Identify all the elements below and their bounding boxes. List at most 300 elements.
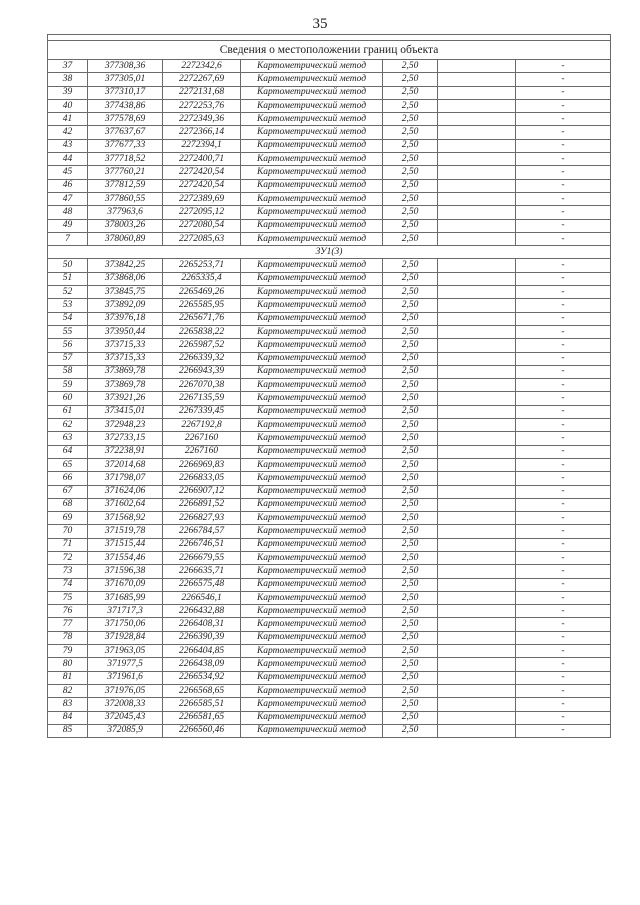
- method-cell: Картометрический метод: [241, 153, 383, 166]
- description-cell: -: [516, 60, 611, 73]
- precision-cell: 2,50: [383, 259, 438, 272]
- table-row: [48, 472, 611, 485]
- coord-y-cell: 2267192,8: [163, 419, 241, 432]
- empty-cell: [438, 365, 516, 378]
- description-cell: -: [516, 618, 611, 631]
- coord-y-cell: 2265469,26: [163, 286, 241, 299]
- table-row: [48, 232, 611, 245]
- point-number-cell: 78: [48, 631, 88, 644]
- precision-cell: 2,50: [383, 445, 438, 458]
- coord-x-cell: 371602,64: [88, 498, 163, 511]
- table-row: [48, 578, 611, 591]
- coord-y-cell: 2266438,09: [163, 658, 241, 671]
- description-cell: -: [516, 365, 611, 378]
- point-number-cell: 50: [48, 259, 88, 272]
- point-number-cell: 82: [48, 684, 88, 697]
- method-cell: Картометрический метод: [241, 498, 383, 511]
- coord-x-cell: 377963,6: [88, 206, 163, 219]
- point-number-cell: 70: [48, 525, 88, 538]
- point-number-cell: 64: [48, 445, 88, 458]
- empty-cell: [438, 618, 516, 631]
- table-row: [48, 724, 611, 737]
- precision-cell: 2,50: [383, 139, 438, 152]
- point-number-cell: 54: [48, 312, 88, 325]
- description-cell: -: [516, 339, 611, 352]
- empty-cell: [438, 551, 516, 564]
- point-number-cell: 53: [48, 299, 88, 312]
- coord-x-cell: 377677,33: [88, 139, 163, 152]
- description-cell: -: [516, 525, 611, 538]
- coord-x-cell: 371976,05: [88, 684, 163, 697]
- empty-cell: [438, 325, 516, 338]
- coord-y-cell: 2265838,22: [163, 325, 241, 338]
- method-cell: Картометрический метод: [241, 86, 383, 99]
- method-cell: Картометрический метод: [241, 658, 383, 671]
- coord-x-cell: 377438,86: [88, 99, 163, 112]
- coord-y-cell: 2272389,69: [163, 192, 241, 205]
- method-cell: Картометрический метод: [241, 445, 383, 458]
- description-cell: -: [516, 352, 611, 365]
- point-number-cell: 62: [48, 419, 88, 432]
- point-number-cell: 59: [48, 379, 88, 392]
- description-cell: -: [516, 658, 611, 671]
- description-cell: -: [516, 325, 611, 338]
- table-row: [48, 179, 611, 192]
- table-title-row: [48, 41, 611, 60]
- point-number-cell: 57: [48, 352, 88, 365]
- description-cell: -: [516, 498, 611, 511]
- table-row: [48, 365, 611, 378]
- method-cell: Картометрический метод: [241, 232, 383, 245]
- table-row: [48, 671, 611, 684]
- empty-cell: [438, 139, 516, 152]
- coord-y-cell: 2272342,6: [163, 60, 241, 73]
- coord-x-cell: 377308,36: [88, 60, 163, 73]
- method-cell: Картометрический метод: [241, 605, 383, 618]
- table-row: [48, 711, 611, 724]
- coord-y-cell: 2266575,48: [163, 578, 241, 591]
- empty-cell: [438, 179, 516, 192]
- empty-cell: [438, 458, 516, 471]
- precision-cell: 2,50: [383, 419, 438, 432]
- method-cell: Картометрический метод: [241, 73, 383, 86]
- empty-cell: [438, 113, 516, 126]
- point-number-cell: 52: [48, 286, 88, 299]
- coord-x-cell: 371515,44: [88, 538, 163, 551]
- empty-cell: [438, 432, 516, 445]
- coord-y-cell: 2266581,65: [163, 711, 241, 724]
- coord-y-cell: 2266432,88: [163, 605, 241, 618]
- description-cell: -: [516, 671, 611, 684]
- point-number-cell: 45: [48, 166, 88, 179]
- point-number-cell: 74: [48, 578, 88, 591]
- precision-cell: 2,50: [383, 99, 438, 112]
- coord-x-cell: 377637,67: [88, 126, 163, 139]
- coord-x-cell: 371798,07: [88, 472, 163, 485]
- point-number-cell: 55: [48, 325, 88, 338]
- empty-cell: [438, 698, 516, 711]
- coord-x-cell: 373950,44: [88, 325, 163, 338]
- empty-cell: [438, 166, 516, 179]
- table-row: [48, 458, 611, 471]
- coord-x-cell: 378060,89: [88, 232, 163, 245]
- table-row: [48, 512, 611, 525]
- coord-y-cell: 2266784,57: [163, 525, 241, 538]
- precision-cell: 2,50: [383, 113, 438, 126]
- coord-x-cell: 371928,84: [88, 631, 163, 644]
- description-cell: -: [516, 485, 611, 498]
- coord-x-cell: 377812,59: [88, 179, 163, 192]
- coord-y-cell: 2266339,32: [163, 352, 241, 365]
- coord-y-cell: 2272131,68: [163, 86, 241, 99]
- method-cell: Картометрический метод: [241, 312, 383, 325]
- coord-x-cell: 371568,92: [88, 512, 163, 525]
- method-cell: Картометрический метод: [241, 432, 383, 445]
- coord-x-cell: 377310,17: [88, 86, 163, 99]
- precision-cell: 2,50: [383, 392, 438, 405]
- coord-x-cell: 378003,26: [88, 219, 163, 232]
- section-row: [48, 246, 611, 259]
- point-number-cell: 80: [48, 658, 88, 671]
- empty-cell: [438, 472, 516, 485]
- description-cell: -: [516, 724, 611, 737]
- point-number-cell: 38: [48, 73, 88, 86]
- boundary-table: [47, 34, 611, 738]
- precision-cell: 2,50: [383, 192, 438, 205]
- empty-cell: [438, 485, 516, 498]
- coord-y-cell: 2265585,95: [163, 299, 241, 312]
- precision-cell: 2,50: [383, 206, 438, 219]
- empty-cell: [438, 286, 516, 299]
- point-number-cell: 76: [48, 605, 88, 618]
- empty-cell: [438, 498, 516, 511]
- point-number-cell: 71: [48, 538, 88, 551]
- coord-y-cell: 2267160: [163, 445, 241, 458]
- precision-cell: 2,50: [383, 219, 438, 232]
- coord-y-cell: 2272420,54: [163, 166, 241, 179]
- coord-x-cell: 371596,38: [88, 565, 163, 578]
- description-cell: -: [516, 192, 611, 205]
- description-cell: -: [516, 99, 611, 112]
- description-cell: -: [516, 698, 611, 711]
- description-cell: -: [516, 631, 611, 644]
- coord-x-cell: 373892,09: [88, 299, 163, 312]
- precision-cell: 2,50: [383, 365, 438, 378]
- table-row: [48, 113, 611, 126]
- precision-cell: 2,50: [383, 485, 438, 498]
- method-cell: Картометрический метод: [241, 472, 383, 485]
- empty-cell: [438, 658, 516, 671]
- point-number-cell: 75: [48, 591, 88, 604]
- coord-x-cell: 372948,23: [88, 419, 163, 432]
- description-cell: -: [516, 73, 611, 86]
- coord-x-cell: 371977,5: [88, 658, 163, 671]
- coord-x-cell: 371717,3: [88, 605, 163, 618]
- coord-y-cell: 2266560,46: [163, 724, 241, 737]
- coord-y-cell: 2266891,52: [163, 498, 241, 511]
- method-cell: Картометрический метод: [241, 565, 383, 578]
- empty-cell: [438, 232, 516, 245]
- table-row: [48, 139, 611, 152]
- description-cell: -: [516, 419, 611, 432]
- precision-cell: 2,50: [383, 272, 438, 285]
- description-cell: -: [516, 405, 611, 418]
- point-number-cell: 73: [48, 565, 88, 578]
- description-cell: -: [516, 179, 611, 192]
- table-row: [48, 219, 611, 232]
- coord-y-cell: 2266943,39: [163, 365, 241, 378]
- point-number-cell: 83: [48, 698, 88, 711]
- description-cell: -: [516, 272, 611, 285]
- coord-x-cell: 371961,6: [88, 671, 163, 684]
- table-row: [48, 352, 611, 365]
- coord-x-cell: 373869,78: [88, 379, 163, 392]
- description-cell: -: [516, 605, 611, 618]
- coord-x-cell: 373845,75: [88, 286, 163, 299]
- coord-y-cell: 2267339,45: [163, 405, 241, 418]
- empty-cell: [438, 86, 516, 99]
- precision-cell: 2,50: [383, 312, 438, 325]
- coord-y-cell: 2272349,36: [163, 113, 241, 126]
- precision-cell: 2,50: [383, 379, 438, 392]
- point-number-cell: 7: [48, 232, 88, 245]
- point-number-cell: 72: [48, 551, 88, 564]
- table-row: [48, 618, 611, 631]
- table-row: [48, 591, 611, 604]
- description-cell: -: [516, 445, 611, 458]
- table-row: [48, 286, 611, 299]
- precision-cell: 2,50: [383, 645, 438, 658]
- empty-cell: [438, 591, 516, 604]
- description-cell: -: [516, 578, 611, 591]
- method-cell: Картометрический метод: [241, 631, 383, 644]
- coord-x-cell: 372008,33: [88, 698, 163, 711]
- empty-cell: [438, 578, 516, 591]
- coord-y-cell: 2266585,51: [163, 698, 241, 711]
- method-cell: Картометрический метод: [241, 538, 383, 551]
- empty-cell: [438, 419, 516, 432]
- precision-cell: 2,50: [383, 232, 438, 245]
- table-row: [48, 525, 611, 538]
- method-cell: Картометрический метод: [241, 99, 383, 112]
- precision-cell: 2,50: [383, 60, 438, 73]
- precision-cell: 2,50: [383, 605, 438, 618]
- description-cell: -: [516, 645, 611, 658]
- empty-cell: [438, 671, 516, 684]
- precision-cell: 2,50: [383, 591, 438, 604]
- empty-cell: [438, 99, 516, 112]
- coord-x-cell: 373715,33: [88, 339, 163, 352]
- point-number-cell: 61: [48, 405, 88, 418]
- description-cell: -: [516, 206, 611, 219]
- section-label: ЗУ1(3): [48, 246, 611, 259]
- method-cell: Картометрический метод: [241, 352, 383, 365]
- empty-cell: [438, 724, 516, 737]
- table-row: [48, 432, 611, 445]
- point-number-cell: 79: [48, 645, 88, 658]
- point-number-cell: 56: [48, 339, 88, 352]
- coord-x-cell: 373976,18: [88, 312, 163, 325]
- method-cell: Картометрический метод: [241, 551, 383, 564]
- point-number-cell: 58: [48, 365, 88, 378]
- coord-y-cell: 2266679,55: [163, 551, 241, 564]
- point-number-cell: 77: [48, 618, 88, 631]
- precision-cell: 2,50: [383, 432, 438, 445]
- empty-cell: [438, 339, 516, 352]
- coord-y-cell: 2266969,83: [163, 458, 241, 471]
- table-row: [48, 684, 611, 697]
- coord-y-cell: 2265253,71: [163, 259, 241, 272]
- method-cell: Картометрический метод: [241, 166, 383, 179]
- precision-cell: 2,50: [383, 498, 438, 511]
- table-row: [48, 658, 611, 671]
- coord-x-cell: 373868,06: [88, 272, 163, 285]
- precision-cell: 2,50: [383, 551, 438, 564]
- point-number-cell: 63: [48, 432, 88, 445]
- coord-y-cell: 2266746,51: [163, 538, 241, 551]
- coord-y-cell: 2266534,92: [163, 671, 241, 684]
- empty-cell: [438, 153, 516, 166]
- description-cell: -: [516, 232, 611, 245]
- description-cell: -: [516, 219, 611, 232]
- precision-cell: 2,50: [383, 286, 438, 299]
- method-cell: Картометрический метод: [241, 299, 383, 312]
- coord-y-cell: 2266546,1: [163, 591, 241, 604]
- empty-cell: [438, 711, 516, 724]
- method-cell: Картометрический метод: [241, 618, 383, 631]
- precision-cell: 2,50: [383, 698, 438, 711]
- coord-x-cell: 373921,26: [88, 392, 163, 405]
- precision-cell: 2,50: [383, 458, 438, 471]
- coord-y-cell: 2265335,4: [163, 272, 241, 285]
- point-number-cell: 41: [48, 113, 88, 126]
- point-number-cell: 46: [48, 179, 88, 192]
- description-cell: -: [516, 379, 611, 392]
- coord-y-cell: 2272394,1: [163, 139, 241, 152]
- coord-x-cell: 377718,52: [88, 153, 163, 166]
- coord-x-cell: 373415,01: [88, 405, 163, 418]
- description-cell: -: [516, 259, 611, 272]
- coord-y-cell: 2265987,52: [163, 339, 241, 352]
- empty-cell: [438, 352, 516, 365]
- coord-y-cell: 2266907,12: [163, 485, 241, 498]
- precision-cell: 2,50: [383, 339, 438, 352]
- table-row: [48, 445, 611, 458]
- coord-y-cell: 2267070,38: [163, 379, 241, 392]
- coord-y-cell: 2272080,54: [163, 219, 241, 232]
- description-cell: -: [516, 286, 611, 299]
- table-row: [48, 339, 611, 352]
- point-number-cell: 85: [48, 724, 88, 737]
- table-row: [48, 86, 611, 99]
- table-row: [48, 485, 611, 498]
- empty-cell: [438, 645, 516, 658]
- point-number-cell: 65: [48, 458, 88, 471]
- coord-x-cell: 371519,78: [88, 525, 163, 538]
- coord-y-cell: 2272085,63: [163, 232, 241, 245]
- empty-cell: [438, 538, 516, 551]
- description-cell: -: [516, 153, 611, 166]
- method-cell: Картометрический метод: [241, 724, 383, 737]
- table-row: [48, 272, 611, 285]
- description-cell: -: [516, 432, 611, 445]
- table-row: [48, 312, 611, 325]
- table-row: [48, 153, 611, 166]
- coord-y-cell: 2267160: [163, 432, 241, 445]
- table-row: [48, 645, 611, 658]
- description-cell: -: [516, 472, 611, 485]
- point-number-cell: 47: [48, 192, 88, 205]
- coord-x-cell: 372014,68: [88, 458, 163, 471]
- precision-cell: 2,50: [383, 618, 438, 631]
- empty-cell: [438, 631, 516, 644]
- method-cell: Картометрический метод: [241, 113, 383, 126]
- method-cell: Картометрический метод: [241, 339, 383, 352]
- coord-x-cell: 371685,99: [88, 591, 163, 604]
- empty-cell: [438, 565, 516, 578]
- precision-cell: 2,50: [383, 671, 438, 684]
- method-cell: Картометрический метод: [241, 139, 383, 152]
- point-number-cell: 60: [48, 392, 88, 405]
- coord-x-cell: 371750,06: [88, 618, 163, 631]
- method-cell: Картометрический метод: [241, 645, 383, 658]
- description-cell: -: [516, 551, 611, 564]
- precision-cell: 2,50: [383, 538, 438, 551]
- coord-x-cell: 377860,55: [88, 192, 163, 205]
- coord-y-cell: 2266390,39: [163, 631, 241, 644]
- description-cell: -: [516, 565, 611, 578]
- empty-cell: [438, 60, 516, 73]
- point-number-cell: 37: [48, 60, 88, 73]
- coord-y-cell: 2266408,31: [163, 618, 241, 631]
- method-cell: Картометрический метод: [241, 405, 383, 418]
- empty-cell: [438, 379, 516, 392]
- empty-cell: [438, 684, 516, 697]
- description-cell: -: [516, 166, 611, 179]
- coord-x-cell: 372733,15: [88, 432, 163, 445]
- point-number-cell: 51: [48, 272, 88, 285]
- method-cell: Картометрический метод: [241, 711, 383, 724]
- method-cell: Картометрический метод: [241, 219, 383, 232]
- table-row: [48, 299, 611, 312]
- precision-cell: 2,50: [383, 325, 438, 338]
- table-row: [48, 325, 611, 338]
- point-number-cell: 84: [48, 711, 88, 724]
- point-number-cell: 39: [48, 86, 88, 99]
- method-cell: Картометрический метод: [241, 206, 383, 219]
- table-row: [48, 605, 611, 618]
- coord-y-cell: 2272366,14: [163, 126, 241, 139]
- precision-cell: 2,50: [383, 299, 438, 312]
- empty-cell: [438, 392, 516, 405]
- point-number-cell: 40: [48, 99, 88, 112]
- point-number-cell: 69: [48, 512, 88, 525]
- table-row: [48, 538, 611, 551]
- table-row: [48, 498, 611, 511]
- point-number-cell: 81: [48, 671, 88, 684]
- coord-y-cell: 2267135,59: [163, 392, 241, 405]
- table-row: [48, 206, 611, 219]
- precision-cell: 2,50: [383, 126, 438, 139]
- method-cell: Картометрический метод: [241, 578, 383, 591]
- precision-cell: 2,50: [383, 684, 438, 697]
- table-row: [48, 379, 611, 392]
- empty-cell: [438, 192, 516, 205]
- point-number-cell: 67: [48, 485, 88, 498]
- description-cell: -: [516, 312, 611, 325]
- description-cell: -: [516, 512, 611, 525]
- empty-cell: [438, 312, 516, 325]
